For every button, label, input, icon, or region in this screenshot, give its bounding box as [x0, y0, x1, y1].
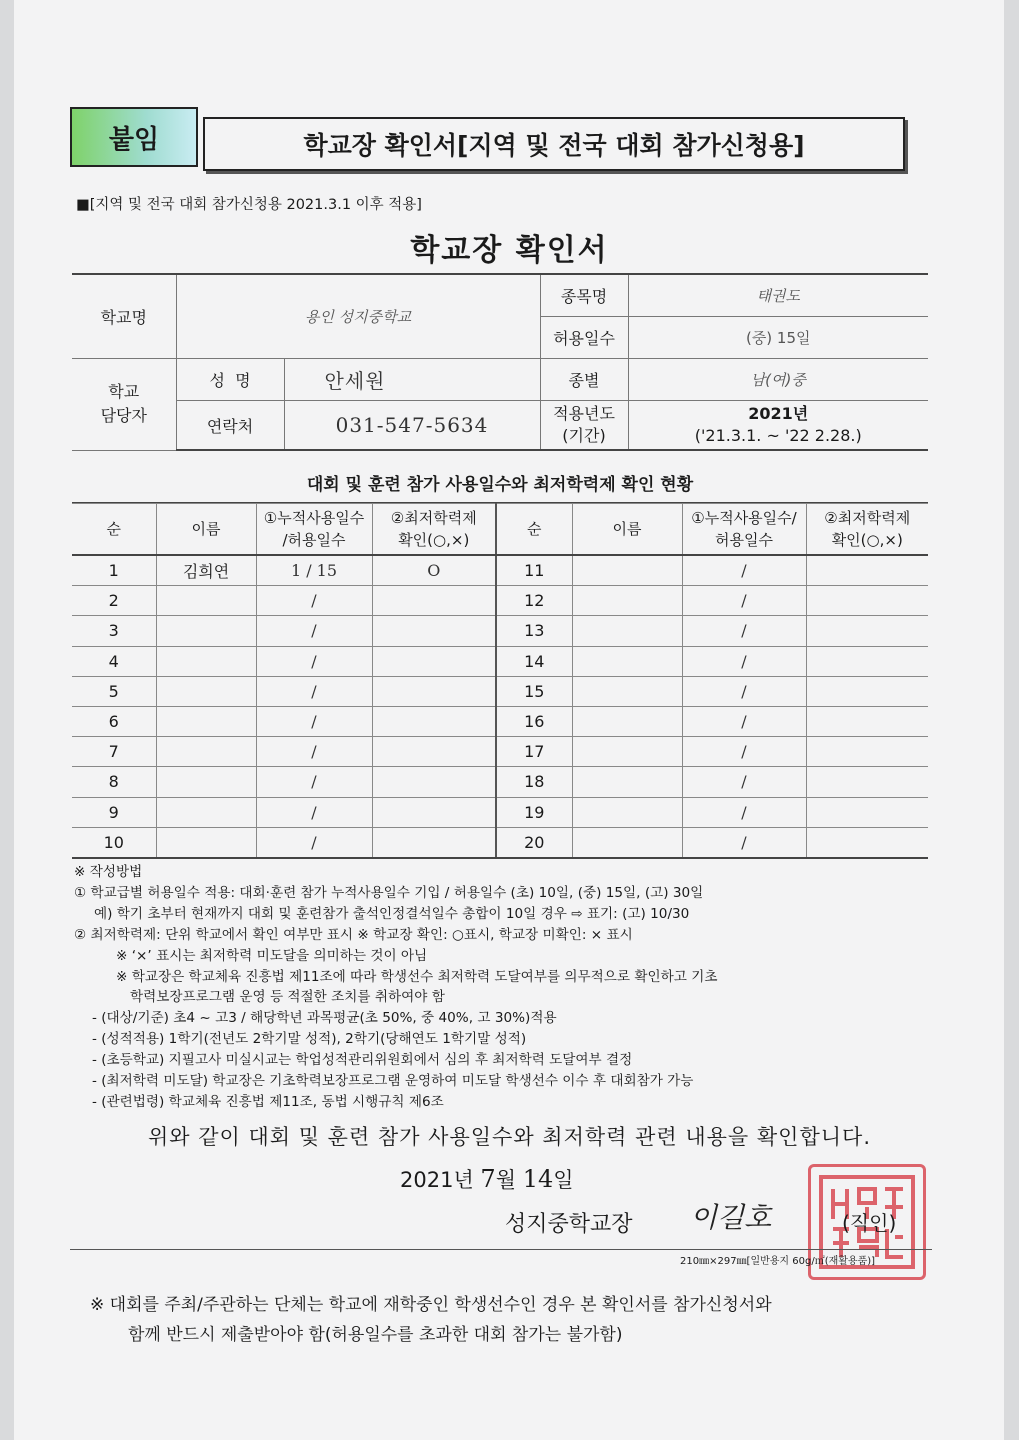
table-row [72, 737, 928, 767]
cell-name [156, 737, 256, 767]
cell-name [156, 827, 256, 858]
event-label: 종목명 [540, 274, 628, 317]
cell-days-right: / [682, 676, 806, 706]
cell-min-check [372, 616, 496, 646]
cell-name [156, 767, 256, 797]
gender-label: 종별 [540, 359, 628, 401]
principal-signature: 이길호 [690, 1201, 772, 1234]
writing-instructions [74, 862, 954, 1113]
cell-min-check [372, 646, 496, 676]
cell-min-check-right [806, 555, 928, 586]
cell-days: / [256, 797, 372, 827]
year-label [540, 401, 628, 451]
cell-min-check-right [806, 767, 928, 797]
cell-name-right [572, 646, 682, 676]
cell-name [156, 616, 256, 646]
instruction-line: 예) 학기 초부터 현재까지 대회 및 훈련참가 출석인정결석일수 총합이 10일 경우 ⇨ 표기: (고) 10/30 [94, 905, 690, 922]
applicability-note: ■[지역 및 전국 대회 참가신청용 2021.3.1 이후 적용] [76, 197, 422, 213]
date-day-unit: 일 [553, 1168, 574, 1192]
cell-min-check [372, 767, 496, 797]
header-min-right-line1: ②최저학력제 [824, 509, 911, 527]
cell-no: 8 [72, 767, 156, 797]
cell-no: 10 [72, 827, 156, 858]
cell-days-right: / [682, 797, 806, 827]
cell-no-right: 19 [496, 797, 572, 827]
header-no-right: 순 [496, 504, 572, 556]
header-days [256, 504, 372, 556]
header-name-right: 이름 [572, 504, 682, 556]
cell-no-right: 17 [496, 737, 572, 767]
header-days-right-line2: 허용일수 [715, 531, 773, 549]
allowed-days-value: (중) 15일 [628, 317, 928, 359]
instruction-line: - (초등학교) 지필고사 미실시교는 학업성적관리위원회에서 심의 후 최저학력 도달여부 결정 [92, 1052, 633, 1069]
cell-name [156, 586, 256, 616]
instruction-line: ① 학교급별 허용일수 적용: 대회·훈련 참가 누적사용일수 기입 / 허용일수 (초) 10일, (중) 15일, (고) 30일 [74, 884, 704, 901]
cell-name-right [572, 797, 682, 827]
footer-line: ※ 대회를 주최/주관하는 단체는 학교에 재학중인 학생선수인 경우 본 확인서를 참가신청서와 [90, 1295, 772, 1315]
table-row [72, 827, 928, 858]
cell-no: 6 [72, 706, 156, 736]
cell-name-right [572, 706, 682, 736]
cell-name-right [572, 676, 682, 706]
header-min-line2: 확인(○,×) [398, 531, 470, 549]
cell-days: / [256, 586, 372, 616]
contact-value: 031-547-5634 [284, 401, 540, 451]
table-row [72, 616, 928, 646]
contact-label: 연락처 [176, 401, 284, 451]
cell-days: / [256, 616, 372, 646]
cell-no-right: 13 [496, 616, 572, 646]
issue-date [400, 1164, 574, 1194]
cell-no: 1 [72, 555, 156, 586]
attachment-badge: 붙임 [70, 107, 198, 167]
instruction-line: 학력보장프로그램 운영 등 적절한 조치를 취하여야 함 [130, 989, 445, 1006]
cell-days: / [256, 827, 372, 858]
instruction-line: ② 최저학력제: 단위 학교에서 확인 여부만 표시 ※ 학교장 확인: ○표시, 학교장 미확인: × 표시 [74, 926, 633, 943]
year-label-line1: 적용년도 [553, 404, 615, 423]
instruction-line: ※ 학교장은 학교체육 진흥법 제11조에 따라 학생선수 최저학력 도달여부를 의무적으로 확인하고 기초 [116, 968, 718, 985]
cell-no-right: 12 [496, 586, 572, 616]
cell-no-right: 11 [496, 555, 572, 586]
cell-days-right: / [682, 767, 806, 797]
cell-name-right [572, 586, 682, 616]
header-days-line2: /허용일수 [282, 531, 346, 549]
date-month: 7 [480, 1165, 496, 1193]
year-value-line1: 2021년 [748, 404, 809, 423]
cell-min-check-right [806, 797, 928, 827]
event-value: 태권도 [628, 274, 928, 317]
participation-table [72, 503, 928, 859]
header-min-right-line2: 확인(○,×) [831, 531, 903, 549]
cell-no-right: 18 [496, 767, 572, 797]
school-name-value: 용인 성지중학교 [176, 274, 540, 359]
header-min [372, 504, 496, 556]
table-header-row [72, 504, 928, 556]
cell-min-check-right [806, 646, 928, 676]
table-row [72, 676, 928, 706]
date-month-unit: 월 [495, 1168, 516, 1192]
cell-min-check-right [806, 616, 928, 646]
staff-label: 학교 담당자 [72, 359, 176, 451]
header-min-right [806, 504, 928, 556]
cell-no: 9 [72, 797, 156, 827]
cell-days: 1 / 15 [256, 555, 372, 586]
header-days-right [682, 504, 806, 556]
cell-days: / [256, 676, 372, 706]
header-min-line1: ②최저학력제 [390, 509, 477, 527]
instruction-line: ※ ‘×’ 표시는 최저학력 미도달을 의미하는 것이 아님 [116, 947, 428, 964]
cell-no-right: 20 [496, 827, 572, 858]
cell-no-right: 15 [496, 676, 572, 706]
seal-label: (직인) [842, 1211, 897, 1235]
cell-min-check [372, 676, 496, 706]
cell-days-right: / [682, 827, 806, 858]
cell-min-check [372, 586, 496, 616]
footer-notice [90, 1290, 930, 1350]
cell-days-right: / [682, 616, 806, 646]
cell-no-right: 14 [496, 646, 572, 676]
date-year: 2021년 [400, 1168, 474, 1192]
staff-name-value: 안세원 [284, 359, 540, 401]
header-days-right-line1: ①누적사용일수/ [691, 509, 797, 527]
cell-days-right: / [682, 737, 806, 767]
cell-min-check [372, 827, 496, 858]
header-no: 순 [72, 504, 156, 556]
cell-days: / [256, 767, 372, 797]
instruction-line: - (최저학력 미도달) 학교장은 기초학력보장프로그램 운영하여 미도달 학생선수 이수 후 대회참가 가능 [92, 1073, 694, 1090]
header-days-line1: ①누적사용일수 [263, 509, 365, 527]
cell-min-check [372, 737, 496, 767]
staff-name-label: 성 명 [176, 359, 284, 401]
cell-days: / [256, 706, 372, 736]
cell-min-check-right [806, 676, 928, 706]
cell-days: / [256, 737, 372, 767]
confirmation-statement: 위와 같이 대회 및 훈련 참가 사용일수와 최저학력 관련 내용을 확인합니다. [147, 1125, 871, 1149]
school-info-table [72, 273, 928, 451]
cell-days: / [256, 646, 372, 676]
cell-no: 3 [72, 616, 156, 646]
section-title: 대회 및 훈련 참가 사용일수와 최저학력제 확인 현황 [72, 462, 928, 504]
cell-name: 김희연 [156, 555, 256, 586]
instruction-line: - (성적적용) 1학기(전년도 2학기말 성적), 2학기(당해연도 1학기말 성적) [92, 1031, 527, 1048]
table-row [72, 797, 928, 827]
cell-name-right [572, 555, 682, 586]
school-name-label: 학교명 [72, 274, 176, 359]
allowed-days-label: 허용일수 [540, 317, 628, 359]
cell-days-right: / [682, 586, 806, 616]
cell-min-check [372, 706, 496, 736]
cell-min-check-right [806, 737, 928, 767]
table-row [72, 646, 928, 676]
cell-days-right: / [682, 706, 806, 736]
paper-spec: 210㎜×297㎜[일반용지 60g/㎡(재활용품)] [680, 1256, 876, 1267]
cell-name [156, 706, 256, 736]
footer-line: 함께 반드시 제출받아야 함(허용일수를 초과한 대회 참가는 불가함) [128, 1325, 623, 1345]
cell-name-right [572, 616, 682, 646]
header-name: 이름 [156, 504, 256, 556]
cell-min-check-right [806, 586, 928, 616]
table-row [72, 555, 928, 586]
cell-name-right [572, 827, 682, 858]
table-row [72, 767, 928, 797]
cell-days-right: / [682, 646, 806, 676]
gender-value: 남(여)중 [628, 359, 928, 401]
cell-days-right: / [682, 555, 806, 586]
date-day: 14 [522, 1165, 554, 1193]
year-value [628, 401, 928, 451]
cell-no-right: 16 [496, 706, 572, 736]
table-row [72, 706, 928, 736]
cell-min-check [372, 797, 496, 827]
principal-title: 성지중학교장 [505, 1212, 633, 1237]
cell-name [156, 676, 256, 706]
year-label-line2: (기간) [562, 426, 606, 445]
document-title: 학교장 확인서 [410, 233, 609, 268]
cell-min-check-right [806, 706, 928, 736]
cell-name-right [572, 767, 682, 797]
year-value-line2: ('21.3.1. ~ '22 2.28.) [694, 426, 862, 445]
cell-name [156, 797, 256, 827]
cell-no: 2 [72, 586, 156, 616]
cell-no: 4 [72, 646, 156, 676]
divider-line [70, 1249, 932, 1250]
table-row [72, 586, 928, 616]
cell-min-check-right [806, 827, 928, 858]
form-title: 학교장 확인서[지역 및 전국 대회 참가신청용] [203, 117, 905, 171]
cell-min-check: O [372, 555, 496, 586]
cell-name [156, 646, 256, 676]
instruction-line: - (관련법령) 학교체육 진흥법 제11조, 동법 시행규칙 제6조 [92, 1093, 444, 1110]
cell-no: 7 [72, 737, 156, 767]
instruction-line: - (대상/기준) 초4 ~ 고3 / 해당학년 과목평균(초 50%, 중 40%, 고 30%)적용 [92, 1010, 557, 1027]
instruction-line: ※ 작성방법 [74, 864, 143, 880]
cell-name-right [572, 737, 682, 767]
cell-no: 5 [72, 676, 156, 706]
